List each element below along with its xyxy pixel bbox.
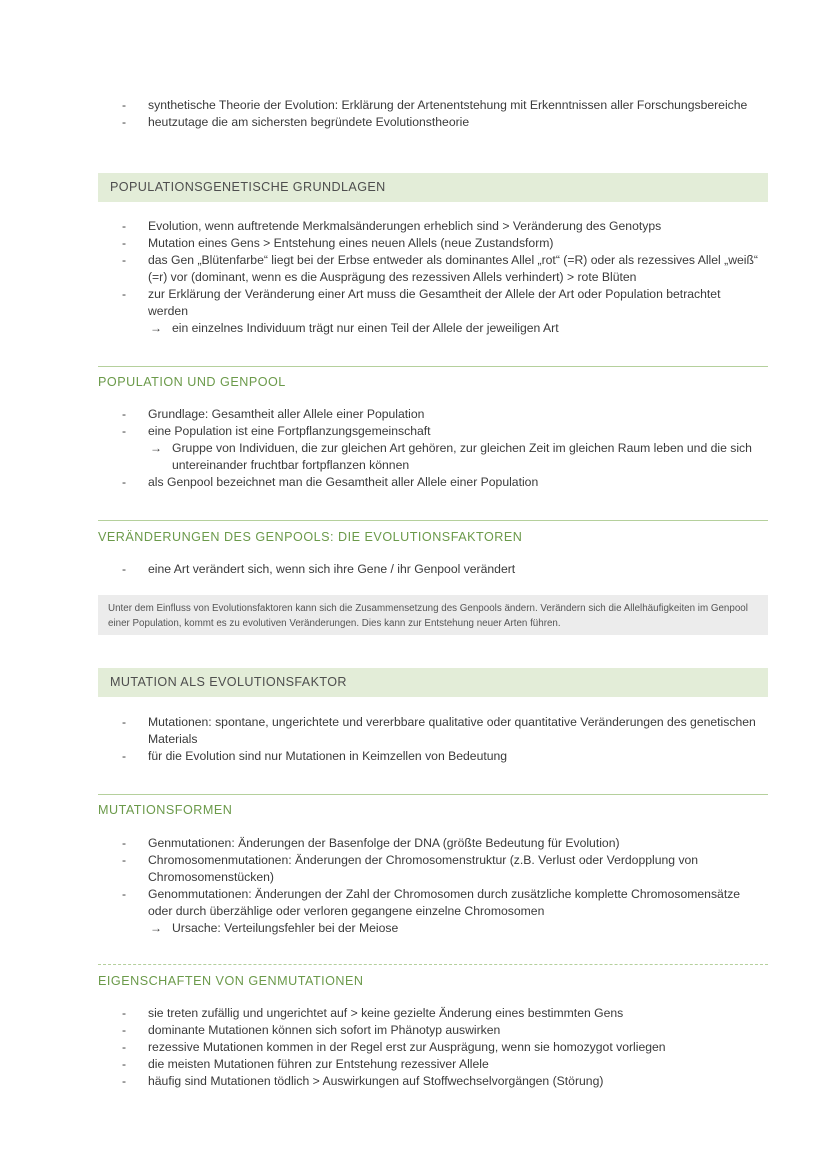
bullet-dash: - [122, 887, 127, 901]
bullet-dash: - [122, 98, 127, 112]
list-item: - Mutationen: spontane, ungerichtete und vererbbare qualitative oder quantitative Veränderungen des genetischen Materials [122, 715, 756, 746]
bullet-dash: - [122, 1023, 127, 1037]
list-item: - synthetische Theorie der Evolution: Erklärung der Artenentstehung mit Erkenntnissen aller Forschungsbereiche [122, 98, 748, 112]
section-title: POPULATIONSGENETISCHE GRUNDLAGEN [110, 180, 386, 194]
list-item: - Mutation eines Gens > Entstehung eines neuen Allels (neue Zustandsform) [122, 236, 554, 250]
sub-item: → ein einzelnes Individuum trägt nur einen Teil der Allele der jeweiligen Art [150, 321, 559, 335]
bullet-dash: - [122, 1006, 127, 1020]
formen-list [122, 835, 762, 937]
bullet-dash: - [122, 236, 127, 250]
bullet-dash: - [122, 1057, 127, 1071]
bullet-dash: - [122, 219, 127, 233]
bullet-dash: - [122, 836, 127, 850]
mutation-list [122, 714, 762, 765]
bullet-dash: - [122, 475, 127, 489]
list-item: - dominante Mutationen können sich sofort im Phänotyp auswirken [122, 1023, 501, 1037]
section-title: MUTATIONSFORMEN [98, 803, 233, 817]
bullet-dash: - [122, 287, 127, 301]
arrow-icon: → [150, 441, 162, 455]
arrow-icon: → [150, 921, 162, 935]
intro-list [122, 97, 762, 131]
bullet-dash: - [122, 407, 127, 421]
list-item: - eine Art verändert sich, wenn sich ihre Gene / ihr Genpool verändert [122, 562, 516, 576]
bullet-dash: - [122, 253, 127, 267]
section-heading-band [98, 173, 768, 202]
bullet-dash: - [122, 424, 127, 438]
list-item: - für die Evolution sind nur Mutationen in Keimzellen von Bedeutung [122, 749, 508, 763]
sub-item: → Gruppe von Individuen, die zur gleichen Art gehören, zur gleichen Zeit im gleichen Raum leben und die sich untereinander fruchtbar fortpflanzen können [150, 441, 752, 472]
sub-item: → Ursache: Verteilungsfehler bei der Meiose [150, 921, 399, 935]
list-item: - eine Population ist eine Fortpflanzungsgemeinschaft [122, 424, 431, 438]
list-item: - als Genpool bezeichnet man die Gesamtheit aller Allele einer Population [122, 475, 539, 489]
bullet-dash: - [122, 715, 127, 729]
section-divider [98, 520, 768, 521]
info-box [98, 595, 768, 635]
list-item: - häufig sind Mutationen tödlich > Auswirkungen auf Stoffwechselvorgängen (Störung) [122, 1074, 604, 1088]
section-divider-dashed [98, 964, 768, 965]
eigenschaften-list [122, 1005, 762, 1090]
list-item: - die meisten Mutationen führen zur Entstehung rezessiver Allele [122, 1057, 489, 1071]
info-box-text: Unter dem Einfluss von Evolutionsfaktoren kann sich die Zusammensetzung des Genpools ändern. Verändern sich die Allelhäufigkeiten im Genpool einer Population, kommt es zu evolutiven Veränderungen. Dies kann zur Entstehung neuer Arten führen. [108, 603, 748, 629]
bullet-dash: - [122, 1074, 127, 1088]
section-title: EIGENSCHAFTEN VON GENMUTATIONEN [98, 974, 364, 988]
list-item: - sie treten zufällig und ungerichtet auf > keine gezielte Änderung eines bestimmten Gens [122, 1006, 624, 1020]
genpool-list [122, 406, 762, 491]
section-heading-band [98, 668, 768, 697]
veraenderungen-list [122, 561, 762, 578]
bullet-dash: - [122, 1040, 127, 1054]
list-item: - Evolution, wenn auftretende Merkmalsänderungen erheblich sind > Veränderung des Genotyps [122, 219, 662, 233]
list-item: - rezessive Mutationen kommen in der Regel erst zur Ausprägung, wenn sie homozygot vorliegen [122, 1040, 666, 1054]
list-item: - heutzutage die am sichersten begründete Evolutionstheorie [122, 115, 470, 129]
list-item: - zur Erklärung der Veränderung einer Art muss die Gesamtheit der Allele der Art oder Population betrachtet werden [122, 287, 721, 318]
section-title: POPULATION UND GENPOOL [98, 375, 286, 389]
list-item: - Genommutationen: Änderungen der Zahl der Chromosomen durch zusätzliche komplette Chromosomensätze oder durch überzählige oder verloren gegangene einzelne Chromosomen [122, 887, 741, 918]
bullet-dash: - [122, 115, 127, 129]
section-title: MUTATION ALS EVOLUTIONSFAKTOR [110, 675, 347, 689]
bullet-dash: - [122, 562, 127, 576]
section-divider [98, 366, 768, 367]
arrow-icon: → [150, 321, 162, 335]
list-item: - Grundlage: Gesamtheit aller Allele einer Population [122, 407, 425, 421]
section-title: VERÄNDERUNGEN DES GENPOOLS: DIE EVOLUTIONSFAKTOREN [98, 530, 523, 544]
list-item: - Chromosomenmutationen: Änderungen der Chromosomenstruktur (z.B. Verlust oder Verdopplung von Chromosomenstücken) [122, 853, 699, 884]
populationsgenetik-list [122, 218, 762, 337]
bullet-dash: - [122, 749, 127, 763]
section-divider [98, 794, 768, 795]
list-item: - das Gen „Blütenfarbe“ liegt bei der Erbse entweder als dominantes Allel „rot“ (=R) oder als rezessives Allel „weiß“ (=r) vor (dominant, wenn es die Ausprägung des rezessiven Allels verhindert) > rote Blüten [122, 253, 758, 284]
bullet-dash: - [122, 853, 127, 867]
list-item: - Genmutationen: Änderungen der Basenfolge der DNA (größte Bedeutung für Evolution) [122, 836, 620, 850]
